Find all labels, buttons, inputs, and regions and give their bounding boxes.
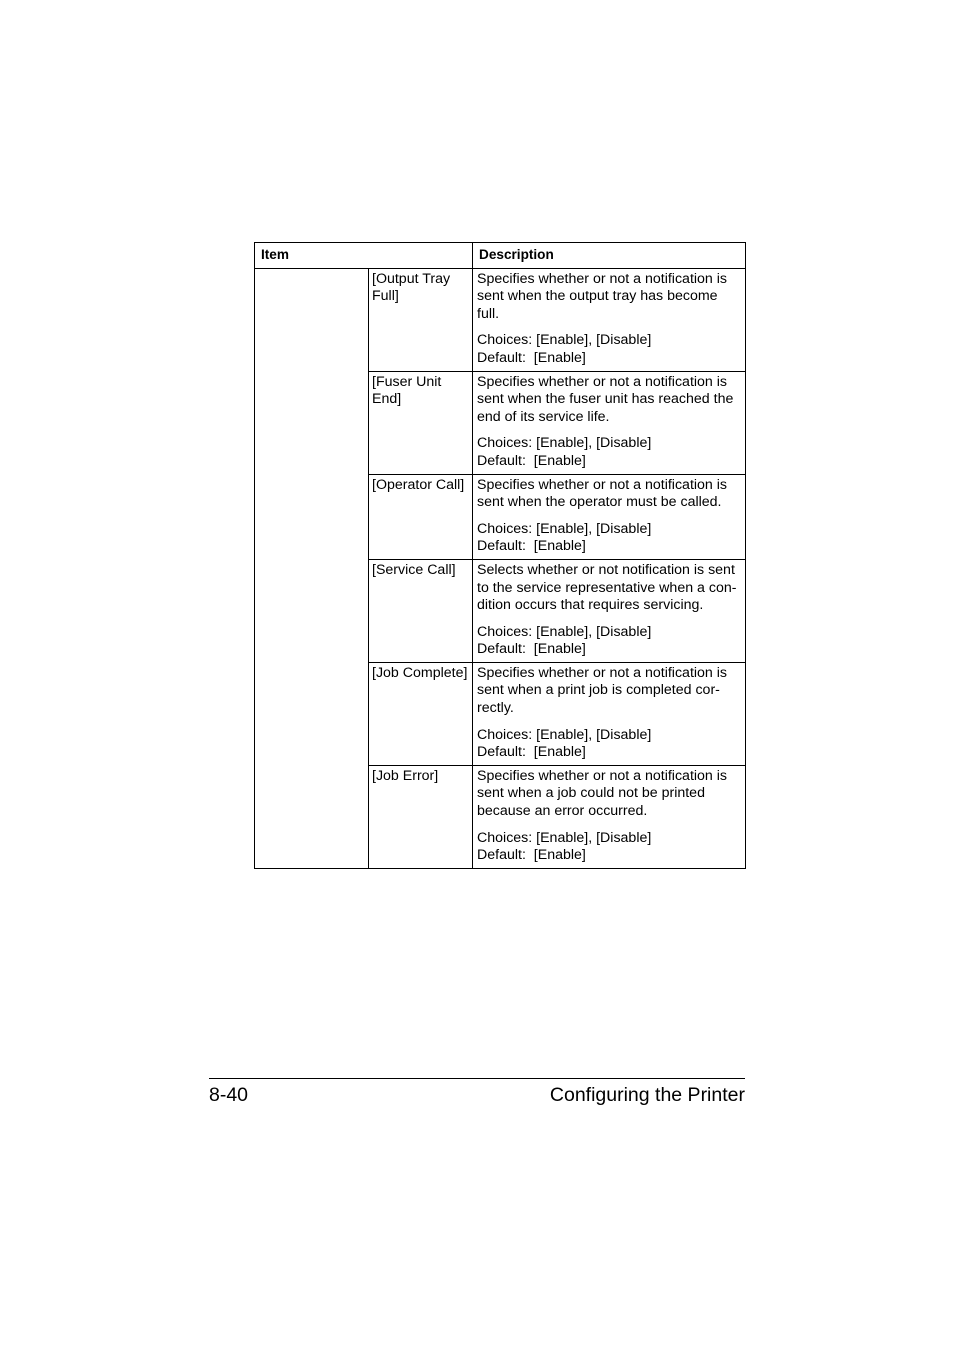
settings-table <box>254 242 746 869</box>
description-cell <box>473 268 746 371</box>
item-cell: [Fuser Unit End] <box>369 371 473 474</box>
description-cell <box>473 662 746 765</box>
item-cell: [Output Tray Full] <box>369 268 473 371</box>
default-text: Default: [Enable] <box>477 847 586 864</box>
description-cell <box>473 371 746 474</box>
description-text: Selects whether or not notification is sent to the service representative when a con-dition occurs that requires servicing. <box>477 561 737 614</box>
description-text: Specifies whether or not a notification is sent when the fuser unit has reached the end of its service life. <box>477 373 734 425</box>
item-cell: [Operator Call] <box>369 474 473 559</box>
description-cell <box>473 474 746 559</box>
default-text: Default: [Enable] <box>477 641 586 658</box>
choices-text: Choices: [Enable], [Disable] <box>477 435 652 452</box>
footer-rule <box>209 1078 745 1079</box>
description-text: Specifies whether or not a notification is sent when a job could not be printed because an error occurred. <box>477 767 728 820</box>
description-text: Specifies whether or not a notification is sent when the operator must be called. <box>477 476 728 511</box>
choices-text: Choices: [Enable], [Disable] <box>477 726 652 743</box>
choices-text: Choices: [Enable], [Disable] <box>477 623 652 640</box>
table-row <box>255 268 746 371</box>
item-cell: [Job Error] <box>369 765 473 868</box>
item-cell: [Job Complete] <box>369 662 473 765</box>
description-cell <box>473 559 746 662</box>
item-cell: [Service Call] <box>369 559 473 662</box>
choices-text: Choices: [Enable], [Disable] <box>477 332 652 349</box>
page-number: 8-40 <box>209 1084 249 1106</box>
description-text: Specifies whether or not a notification is sent when a print job is completed cor-rectly. <box>477 664 728 717</box>
default-text: Default: [Enable] <box>477 538 586 555</box>
default-text: Default: [Enable] <box>477 452 586 469</box>
choices-text: Choices: [Enable], [Disable] <box>477 829 652 846</box>
choices-text: Choices: [Enable], [Disable] <box>477 520 652 537</box>
header-item: Item <box>255 243 473 269</box>
description-cell <box>473 765 746 868</box>
header-description: Description <box>473 243 746 269</box>
parent-item-cell <box>255 268 369 868</box>
default-text: Default: [Enable] <box>477 349 586 366</box>
chapter-title: Configuring the Printer <box>549 1084 745 1106</box>
table-header-row <box>255 243 746 269</box>
default-text: Default: [Enable] <box>477 744 586 761</box>
description-text: Specifies whether or not a notification is sent when the output tray has become full. <box>477 270 728 322</box>
